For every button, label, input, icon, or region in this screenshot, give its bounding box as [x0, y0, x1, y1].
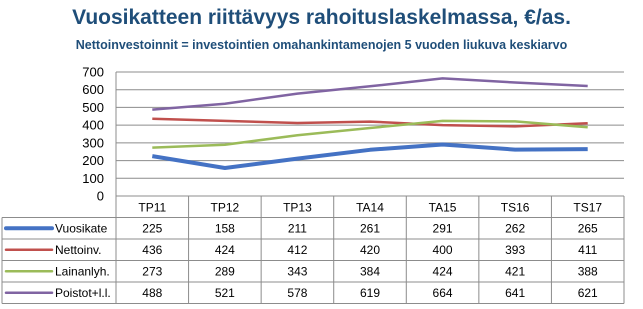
- data-value-0-1: 158: [214, 221, 235, 236]
- data-value-0-4: 291: [432, 221, 453, 236]
- data-value-0-0: 225: [142, 221, 163, 236]
- category-label-2: TP13: [283, 200, 312, 215]
- category-label-6: TS17: [573, 200, 603, 215]
- category-label-5: TS16: [500, 200, 530, 215]
- chart-title: Vuosikatteen riittävyys rahoituslaskelmassa, €/as.: [72, 6, 571, 29]
- data-value-3-6: 621: [577, 286, 598, 301]
- chart-subtitle: Nettoinvestoinnit = investointien omahankintamenojen 5 vuoden liukuva keskiarvo: [75, 38, 568, 52]
- legend-label-1: Nettoinv.: [55, 243, 102, 258]
- data-value-3-0: 488: [142, 286, 163, 301]
- data-value-2-0: 273: [142, 264, 163, 279]
- y-tick-label-700: 700: [82, 64, 104, 80]
- data-value-1-3: 420: [359, 243, 381, 258]
- data-value-0-5: 262: [505, 221, 526, 236]
- legend-label-3: Poistot+l.l.: [55, 286, 111, 301]
- y-tick-label-0: 0: [96, 188, 104, 204]
- data-value-2-6: 388: [577, 264, 598, 279]
- data-value-3-4: 664: [432, 286, 453, 301]
- data-value-2-4: 424: [432, 264, 453, 279]
- category-label-4: TA15: [428, 200, 457, 215]
- y-tick-label-100: 100: [82, 170, 104, 186]
- data-value-1-5: 393: [505, 243, 526, 258]
- y-tick-label-200: 200: [82, 153, 104, 169]
- data-value-3-2: 578: [287, 286, 308, 301]
- y-tick-label-400: 400: [82, 117, 104, 133]
- data-value-3-1: 521: [214, 286, 235, 301]
- legend-label-2: Lainanlyh.: [55, 264, 110, 279]
- y-tick-label-600: 600: [82, 82, 104, 98]
- series-line-3: [152, 78, 587, 109]
- data-value-3-5: 641: [505, 286, 526, 301]
- data-value-3-3: 619: [359, 286, 381, 301]
- data-value-0-6: 265: [577, 221, 598, 236]
- data-value-0-2: 211: [287, 221, 307, 236]
- data-value-1-0: 436: [142, 243, 163, 258]
- data-value-1-2: 412: [287, 243, 308, 258]
- data-value-1-4: 400: [432, 243, 453, 258]
- data-value-2-3: 384: [359, 264, 381, 279]
- data-value-2-2: 343: [287, 264, 308, 279]
- data-value-0-3: 261: [359, 221, 381, 236]
- y-tick-label-300: 300: [82, 135, 104, 151]
- data-value-1-1: 424: [214, 243, 235, 258]
- legend-label-0: Vuosikate: [55, 221, 108, 236]
- category-label-3: TA14: [356, 200, 384, 215]
- series-line-0: [152, 145, 587, 169]
- category-label-1: TP12: [210, 200, 240, 215]
- y-tick-label-500: 500: [82, 99, 104, 115]
- data-value-1-6: 411: [578, 243, 598, 258]
- data-value-2-5: 421: [505, 264, 526, 279]
- data-value-2-1: 289: [214, 264, 235, 279]
- category-label-0: TP11: [138, 200, 167, 215]
